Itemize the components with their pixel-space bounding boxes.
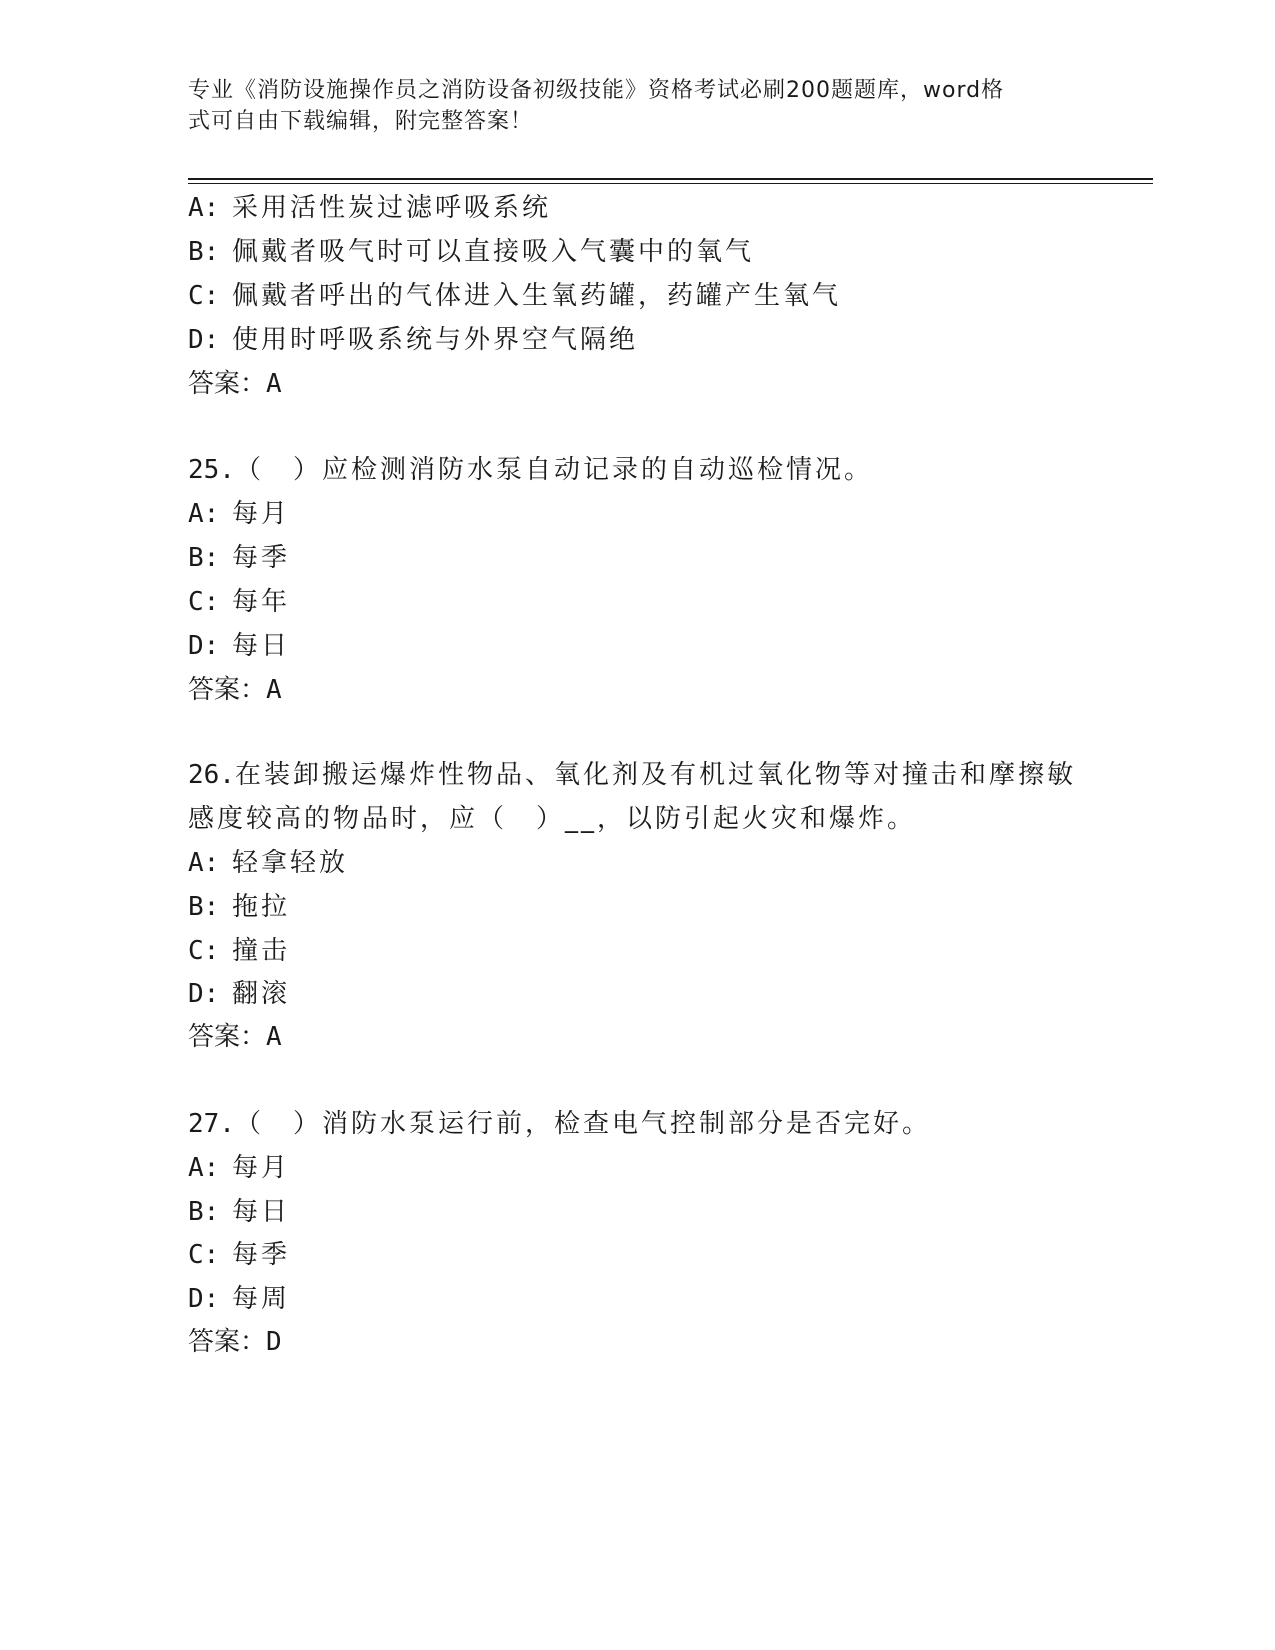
- question-text: （ ）应检测消防水泵自动记录的自动巡检情况。: [234, 455, 873, 485]
- q27-option-c: [188, 1237, 290, 1273]
- option-text: 每年: [232, 587, 291, 617]
- answer-label: 答案：: [188, 1022, 267, 1052]
- prev-option-b: [188, 234, 754, 270]
- option-text: 撞击: [232, 936, 291, 966]
- prev-answer: [188, 366, 282, 402]
- q27-answer: [188, 1324, 282, 1360]
- option-letter: C:: [188, 936, 220, 966]
- option-text: 翻滚: [232, 979, 291, 1009]
- header-divider-thin: [188, 183, 1153, 184]
- option-letter: A:: [188, 499, 220, 529]
- option-letter: D:: [188, 631, 220, 661]
- option-text: 每日: [232, 631, 291, 661]
- q26-option-a: [188, 845, 348, 881]
- q26-option-b: [188, 889, 290, 925]
- q26-option-c: [188, 933, 290, 969]
- document-title-line-1: 专业《消防设施操作员之消防设备初级技能》资格考试必刷200题题库，word格: [188, 78, 1005, 103]
- option-letter: D:: [188, 325, 220, 355]
- answer-value: A: [266, 675, 282, 705]
- option-letter: B:: [188, 543, 220, 573]
- answer-value: A: [266, 369, 282, 399]
- q26-option-d: [188, 976, 290, 1012]
- answer-label: 答案：: [188, 1327, 267, 1357]
- option-text: 每季: [232, 1240, 291, 1270]
- option-text: 每月: [232, 1153, 291, 1183]
- q25-option-b: [188, 540, 290, 576]
- question-25-stem: [188, 452, 873, 488]
- option-letter: D:: [188, 1284, 220, 1314]
- prev-option-d: [188, 322, 638, 358]
- option-text: 采用活性炭过滤呼吸系统: [232, 193, 552, 223]
- q25-option-d: [188, 628, 290, 664]
- question-27-stem: [188, 1106, 931, 1142]
- option-letter: A:: [188, 1153, 220, 1183]
- prev-option-a: [188, 190, 551, 226]
- option-text: 每日: [232, 1197, 291, 1227]
- q25-option-a: [188, 496, 290, 532]
- q27-option-b: [188, 1194, 290, 1230]
- option-text: 拖拉: [232, 892, 291, 922]
- option-letter: D:: [188, 979, 220, 1009]
- question-text: 在装卸搬运爆炸性物品、氧化剂及有机过氧化物等对撞击和摩擦敏: [234, 760, 1076, 790]
- header-divider-thick: [188, 178, 1153, 180]
- option-letter: B:: [188, 1197, 220, 1227]
- answer-value: A: [266, 1022, 282, 1052]
- question-number: 26.: [188, 760, 235, 790]
- option-text: 轻拿轻放: [232, 848, 349, 878]
- question-number: 27.: [188, 1109, 235, 1139]
- answer-label: 答案：: [188, 675, 267, 705]
- option-text: 使用时呼吸系统与外界空气隔绝: [232, 325, 639, 355]
- q25-answer: [188, 672, 282, 708]
- option-letter: B:: [188, 237, 220, 267]
- option-text: 每月: [232, 499, 291, 529]
- option-text: 佩戴者呼出的气体进入生氧药罐，药罐产生氧气: [232, 281, 842, 311]
- q27-option-a: [188, 1150, 290, 1186]
- answer-label: 答案：: [188, 369, 267, 399]
- option-letter: C:: [188, 1240, 220, 1270]
- question-26-stem-line-1: [188, 757, 1076, 793]
- option-letter: B:: [188, 892, 220, 922]
- option-text: 每季: [232, 543, 291, 573]
- answer-value: D: [266, 1327, 282, 1357]
- option-letter: C:: [188, 281, 220, 311]
- option-text: 每周: [232, 1284, 291, 1314]
- option-text: 佩戴者吸气时可以直接吸入气囊中的氧气: [232, 237, 755, 267]
- document-title-line-2: 式可自由下载编辑，附完整答案！: [188, 109, 534, 134]
- option-letter: A:: [188, 848, 220, 878]
- prev-option-c: [188, 278, 841, 314]
- question-26-stem-line-2: 感度较高的物品时，应（ ）__，以防引起火灾和爆炸。: [188, 804, 917, 834]
- option-letter: A:: [188, 193, 220, 223]
- option-letter: C:: [188, 587, 220, 617]
- q26-answer: [188, 1019, 282, 1055]
- question-text: （ ）消防水泵运行前，检查电气控制部分是否完好。: [234, 1109, 931, 1139]
- q25-option-c: [188, 584, 290, 620]
- q27-option-d: [188, 1281, 290, 1317]
- question-number: 25.: [188, 455, 235, 485]
